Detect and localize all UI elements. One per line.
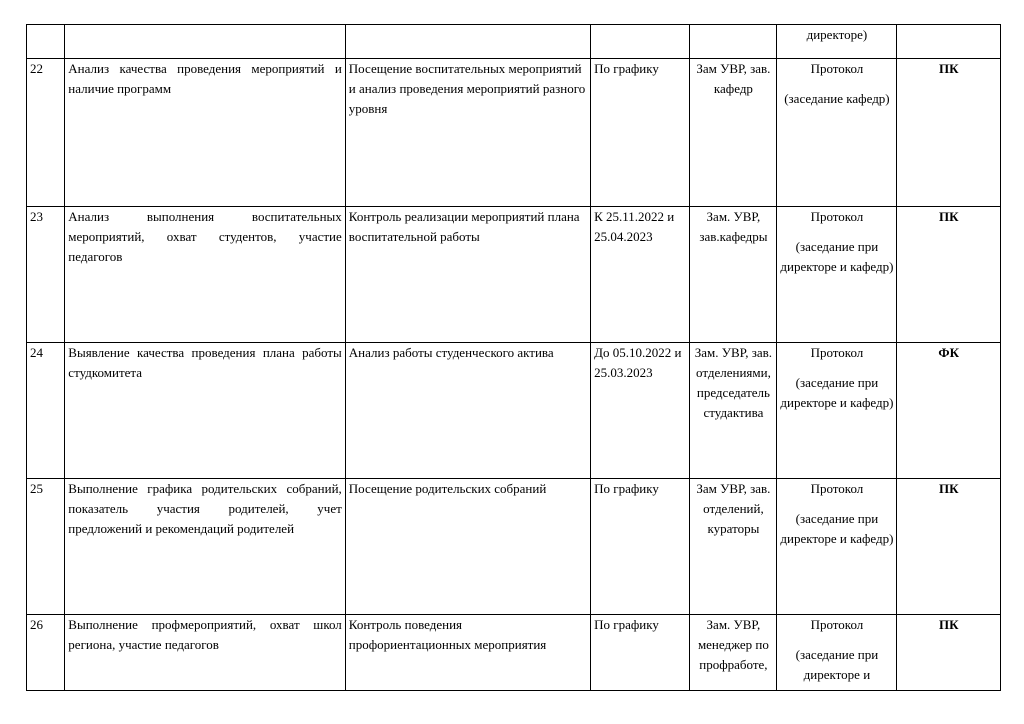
table-row-continued	[27, 25, 1001, 59]
result-cell	[777, 207, 897, 343]
responsible: Зам УВР, зав. отделений, кураторы	[690, 479, 777, 615]
control-goal: Выполнение профмероприятий, охват школ региона, участие педагогов	[65, 615, 346, 691]
row-number: 24	[27, 343, 65, 479]
result-title: Протокол	[810, 481, 864, 496]
result-cell	[777, 479, 897, 615]
content-cell	[345, 25, 590, 59]
control-content: Анализ работы студенческого актива	[345, 343, 590, 479]
table-row	[27, 343, 1001, 479]
table-row	[27, 59, 1001, 207]
term-cell	[591, 25, 690, 59]
goal-cell	[65, 25, 346, 59]
responsible: Зам. УВР, зав. отделениями, председатель студактива	[690, 343, 777, 479]
result-title: Протокол	[810, 61, 864, 76]
row-number: 26	[27, 615, 65, 691]
result-cell	[777, 25, 897, 59]
responsible: Зам. УВР, зав.кафедры	[690, 207, 777, 343]
control-term: По графику	[591, 615, 690, 691]
responsible-cell	[690, 25, 777, 59]
result-detail: (заседание при директоре и кафедр)	[780, 239, 894, 274]
control-term: По графику	[591, 59, 690, 207]
control-type: ПК	[897, 207, 1001, 343]
control-goal: Выполнение графика родительских собраний, показатель участия родителей, учет предложений и рекомендаций родителей	[65, 479, 346, 615]
result-detail: (заседание при директоре и кафедр)	[780, 375, 894, 410]
responsible: Зам УВР, зав. кафедр	[690, 59, 777, 207]
result-detail: (заседание при директоре и кафедр)	[780, 511, 894, 546]
result-detail: директоре)	[806, 27, 868, 42]
result-title: Протокол	[810, 209, 864, 224]
table-row	[27, 479, 1001, 615]
responsible: Зам. УВР, менеджер по профработе,	[690, 615, 777, 691]
control-content: Посещение родительских собраний	[345, 479, 590, 615]
result-title: Протокол	[810, 345, 864, 360]
row-number: 22	[27, 59, 65, 207]
row-number-cell	[27, 25, 65, 59]
table-row	[27, 207, 1001, 343]
table-row	[27, 615, 1001, 691]
control-goal: Выявление качества проведения плана работы студкомитета	[65, 343, 346, 479]
result-cell	[777, 59, 897, 207]
control-type: ПК	[897, 59, 1001, 207]
control-term: До 05.10.2022 и 25.03.2023	[591, 343, 690, 479]
result-detail: (заседание при директоре и	[795, 647, 879, 682]
control-plan-table	[26, 24, 1001, 691]
row-number: 23	[27, 207, 65, 343]
row-number: 25	[27, 479, 65, 615]
control-type: ПК	[897, 615, 1001, 691]
result-title: Протокол	[810, 617, 864, 632]
control-content: Посещение воспитательных мероприятий и анализ проведения мероприятий разного уровня	[345, 59, 590, 207]
control-goal: Анализ качества проведения мероприятий и наличие программ	[65, 59, 346, 207]
control-type: ПК	[897, 479, 1001, 615]
control-term: По графику	[591, 479, 690, 615]
control-type: ФК	[897, 343, 1001, 479]
result-cell	[777, 615, 897, 691]
control-content: Контроль поведения профориентационных мероприятия	[345, 615, 590, 691]
result-cell	[777, 343, 897, 479]
result-detail: (заседание кафедр)	[784, 91, 890, 106]
control-term: К 25.11.2022 и 25.04.2023	[591, 207, 690, 343]
control-goal: Анализ выполнения воспитательных мероприятий, охват студентов, участие педагогов	[65, 207, 346, 343]
control-type-cell	[897, 25, 1001, 59]
control-content: Контроль реализации мероприятий плана воспитательной работы	[345, 207, 590, 343]
